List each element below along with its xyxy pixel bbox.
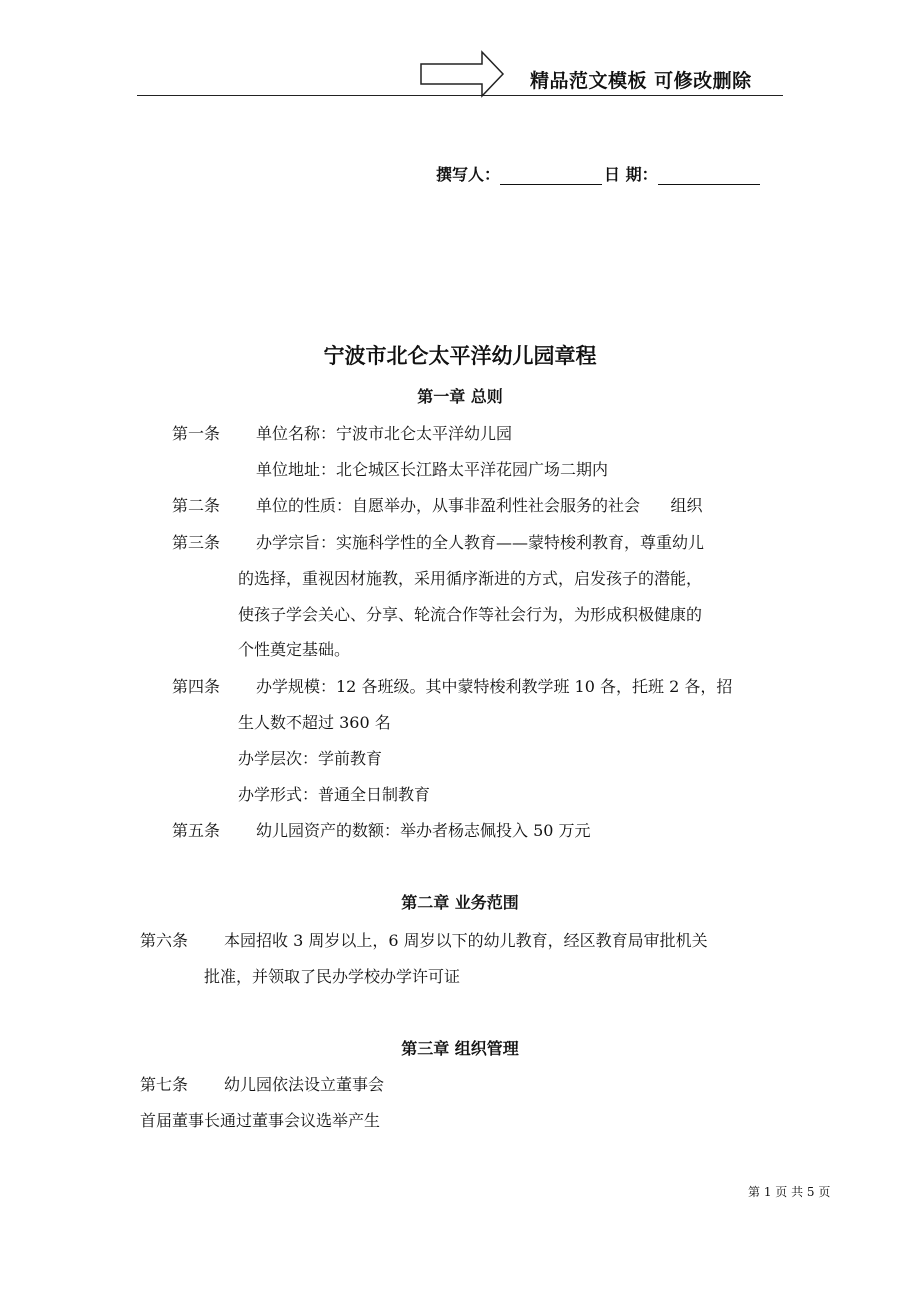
article-text: 生人数不超过 360 名 bbox=[238, 713, 391, 732]
article-label: 第四条 bbox=[172, 677, 221, 696]
article-text: 本园招收 3 周岁以上，6 周岁以下的幼儿教育，经区教育局审批机关 bbox=[224, 931, 708, 950]
arrow-icon bbox=[420, 50, 505, 98]
article-text: 批准，并领取了民办学校办学许可证 bbox=[204, 967, 461, 986]
date-blank bbox=[658, 166, 760, 185]
header-divider bbox=[137, 95, 783, 96]
article-text: 办学形式：普通全日制教育 bbox=[238, 785, 431, 804]
article-text: 单位的性质：自愿举办，从事非盈利性社会服务的社会 组织 bbox=[256, 496, 703, 515]
article-text: 的选择，重视因材施教，采用循序渐进的方式，启发孩子的潜能， bbox=[238, 569, 703, 588]
article-label: 第五条 bbox=[172, 821, 221, 840]
author-label: 撰写人： bbox=[436, 165, 501, 184]
article-text: 办学规模：12 各班级。其中蒙特梭利教学班 10 各，托班 2 各，招 bbox=[256, 677, 733, 696]
article-text: 单位地址：北仑城区长江路太平洋花园广场二期内 bbox=[256, 460, 609, 479]
page-number: 第 1 页 共 5 页 bbox=[748, 1185, 831, 1199]
header-banner: 精品范文模板 可修改删除 bbox=[530, 70, 752, 92]
article-text: 个性奠定基础。 bbox=[238, 640, 351, 659]
article-label: 第六条 bbox=[140, 931, 189, 950]
chapter-heading: 第一章 总则 bbox=[417, 387, 503, 406]
chapter-heading: 第二章 业务范围 bbox=[401, 893, 519, 912]
article-text: 首届董事长通过董事会议选举产生 bbox=[140, 1111, 381, 1130]
article-text: 办学层次：学前教育 bbox=[238, 749, 383, 768]
article-label: 第二条 bbox=[172, 496, 221, 515]
article-text: 办学宗旨：实施科学性的全人教育——蒙特梭利教育，尊重幼儿 bbox=[256, 533, 705, 552]
author-date-block bbox=[436, 162, 760, 185]
chapter-heading: 第三章 组织管理 bbox=[401, 1039, 519, 1058]
article-label: 第三条 bbox=[172, 533, 221, 552]
article-text: 单位名称：宁波市北仑太平洋幼儿园 bbox=[256, 424, 513, 443]
document-title: 宁波市北仑太平洋幼儿园章程 bbox=[323, 344, 597, 368]
date-label: 日 期： bbox=[604, 165, 658, 184]
article-label: 第一条 bbox=[172, 424, 221, 443]
article-text: 使孩子学会关心、分享、轮流合作等社会行为，为形成积极健康的 bbox=[238, 605, 703, 624]
article-text: 幼儿园资产的数额：举办者杨志佩投入 50 万元 bbox=[256, 821, 591, 840]
author-blank bbox=[500, 166, 602, 185]
article-text: 幼儿园依法设立董事会 bbox=[224, 1075, 385, 1094]
article-label: 第七条 bbox=[140, 1075, 189, 1094]
